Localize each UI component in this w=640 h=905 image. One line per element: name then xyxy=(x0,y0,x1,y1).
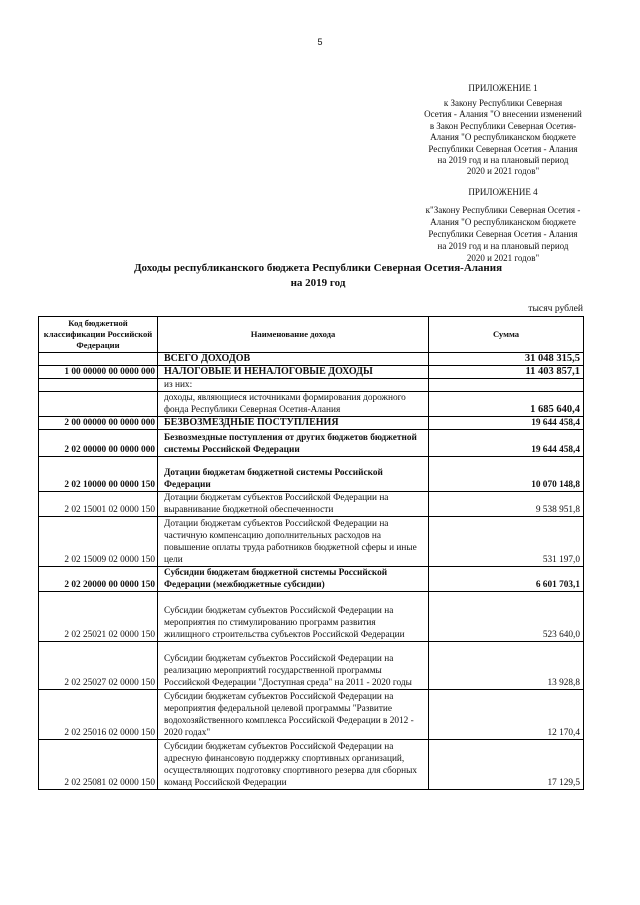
revenue-name: Безвозмездные поступления от других бюджетов бюджетной системы Российской Федерации xyxy=(158,430,429,457)
revenue-code: 1 00 00000 00 0000 000 xyxy=(39,366,158,379)
table-row xyxy=(39,492,584,517)
revenue-amount: 1 685 640,4 xyxy=(429,392,584,417)
page-number: 5 xyxy=(317,37,323,47)
revenue-name: НАЛОГОВЫЕ И НЕНАЛОГОВЫЕ ДОХОДЫ xyxy=(158,366,429,379)
revenue-code xyxy=(39,379,158,392)
table-row xyxy=(39,592,584,642)
table-row xyxy=(39,642,584,690)
revenue-amount: 31 048 315,5 xyxy=(429,353,584,366)
appendix-1-text: к Закону Республики Северная Осетия - Алания "О внесении изменений в Закон Республики Северная Осетия- Алания "О республиканском бюджете Республики Северная Осетия - Алания на 2019 год и на плановый период 2020 и 2021 годов" xyxy=(424,98,582,177)
appendix-1-title: ПРИЛОЖЕНИЕ 1 xyxy=(468,83,538,93)
document-title: Доходы республиканского бюджета Республики Северная Осетия-Алания на 2019 год xyxy=(133,262,503,289)
revenue-name: Субсидии бюджетам субъектов Российской Федерации на реализацию мероприятий государственной программы Российской Федерации "Доступная среда" на 2011 - 2020 годы xyxy=(158,642,429,690)
revenue-amount: 531 197,0 xyxy=(429,517,584,567)
table-row xyxy=(39,417,584,430)
table-row xyxy=(39,353,584,366)
table-row xyxy=(39,366,584,379)
revenue-name: Субсидии бюджетам бюджетной системы Российской Федерации (межбюджетные субсидии) xyxy=(158,567,429,592)
revenue-code xyxy=(39,392,158,417)
table-row xyxy=(39,430,584,457)
revenue-name: доходы, являющиеся источниками формирования дорожного фонда Республики Северная Осетия-Алания xyxy=(158,392,429,417)
revenue-code: 2 02 25027 02 0000 150 xyxy=(39,642,158,690)
revenue-code: 2 02 25021 02 0000 150 xyxy=(39,592,158,642)
revenue-code: 2 02 20000 00 0000 150 xyxy=(39,567,158,592)
column-header-name: Наименование дохода xyxy=(158,317,429,353)
table-row xyxy=(39,457,584,492)
revenue-name: ВСЕГО ДОХОДОВ xyxy=(158,353,429,366)
revenue-amount: 19 644 458,4 xyxy=(429,430,584,457)
revenue-amount: 523 640,0 xyxy=(429,592,584,642)
revenue-name: Дотации бюджетам субъектов Российской Федерации на частичную компенсацию дополнительных расходов на повышение оплаты труда работников бюджетной сферы и иные цели xyxy=(158,517,429,567)
revenue-name: Субсидии бюджетам субъектов Российской Федерации на мероприятия федеральной целевой программы "Развитие водохозяйственного комплекса Российской Федерации в 2012 - 2020 годах" xyxy=(158,690,429,740)
column-header-amount: Сумма xyxy=(429,317,584,353)
revenue-code: 2 02 10000 00 0000 150 xyxy=(39,457,158,492)
revenue-name: Субсидии бюджетам субъектов Российской Федерации на адресную финансовую поддержку спортивных организаций, осуществляющих подготовку спортивного резерва для сборных команд Российской Федерации xyxy=(158,740,429,790)
revenue-code: 2 02 25016 02 0000 150 xyxy=(39,690,158,740)
revenue-name: из них: xyxy=(158,379,429,392)
table-row xyxy=(39,392,584,417)
revenue-amount: 9 538 951,8 xyxy=(429,492,584,517)
revenue-table xyxy=(38,316,584,790)
column-header-code: Код бюджетной классификации Российской Федерации xyxy=(39,317,158,353)
units-label: тысяч рублей xyxy=(528,303,583,314)
revenue-name: БЕЗВОЗМЕЗДНЫЕ ПОСТУПЛЕНИЯ xyxy=(158,417,429,430)
revenue-code xyxy=(39,353,158,366)
revenue-name: Субсидии бюджетам субъектов Российской Федерации на мероприятия по стимулированию программ развития жилищного строительства субъектов Российской Федерации xyxy=(158,592,429,642)
appendix-4-text: к"Закону Республики Северная Осетия - Алания "О республиканском бюджете Республики Северная Осетия - Алания на 2019 год и на плановый период 2020 и 2021 годов" xyxy=(425,205,581,263)
table-row xyxy=(39,740,584,790)
revenue-amount: 11 403 857,1 xyxy=(429,366,584,379)
revenue-amount xyxy=(429,379,584,392)
revenue-name: Дотации бюджетам субъектов Российской Федерации на выравнивание бюджетной обеспеченности xyxy=(158,492,429,517)
revenue-amount: 17 129,5 xyxy=(429,740,584,790)
revenue-amount: 10 070 148,8 xyxy=(429,457,584,492)
table-row xyxy=(39,567,584,592)
revenue-code: 2 02 15009 02 0000 150 xyxy=(39,517,158,567)
table-row xyxy=(39,517,584,567)
revenue-code: 2 02 15001 02 0000 150 xyxy=(39,492,158,517)
revenue-code: 2 02 25081 02 0000 150 xyxy=(39,740,158,790)
appendix-4-title: ПРИЛОЖЕНИЕ 4 xyxy=(468,187,538,197)
revenue-amount: 19 644 458,4 xyxy=(429,417,584,430)
revenue-name: Дотации бюджетам бюджетной системы Российской Федерации xyxy=(158,457,429,492)
table-row xyxy=(39,690,584,740)
revenue-code: 2 02 00000 00 0000 000 xyxy=(39,430,158,457)
revenue-code: 2 00 00000 00 0000 000 xyxy=(39,417,158,430)
revenue-amount: 6 601 703,1 xyxy=(429,567,584,592)
table-row xyxy=(39,379,584,392)
revenue-amount: 13 928,8 xyxy=(429,642,584,690)
table-header-row xyxy=(39,317,584,353)
revenue-amount: 12 170,4 xyxy=(429,690,584,740)
